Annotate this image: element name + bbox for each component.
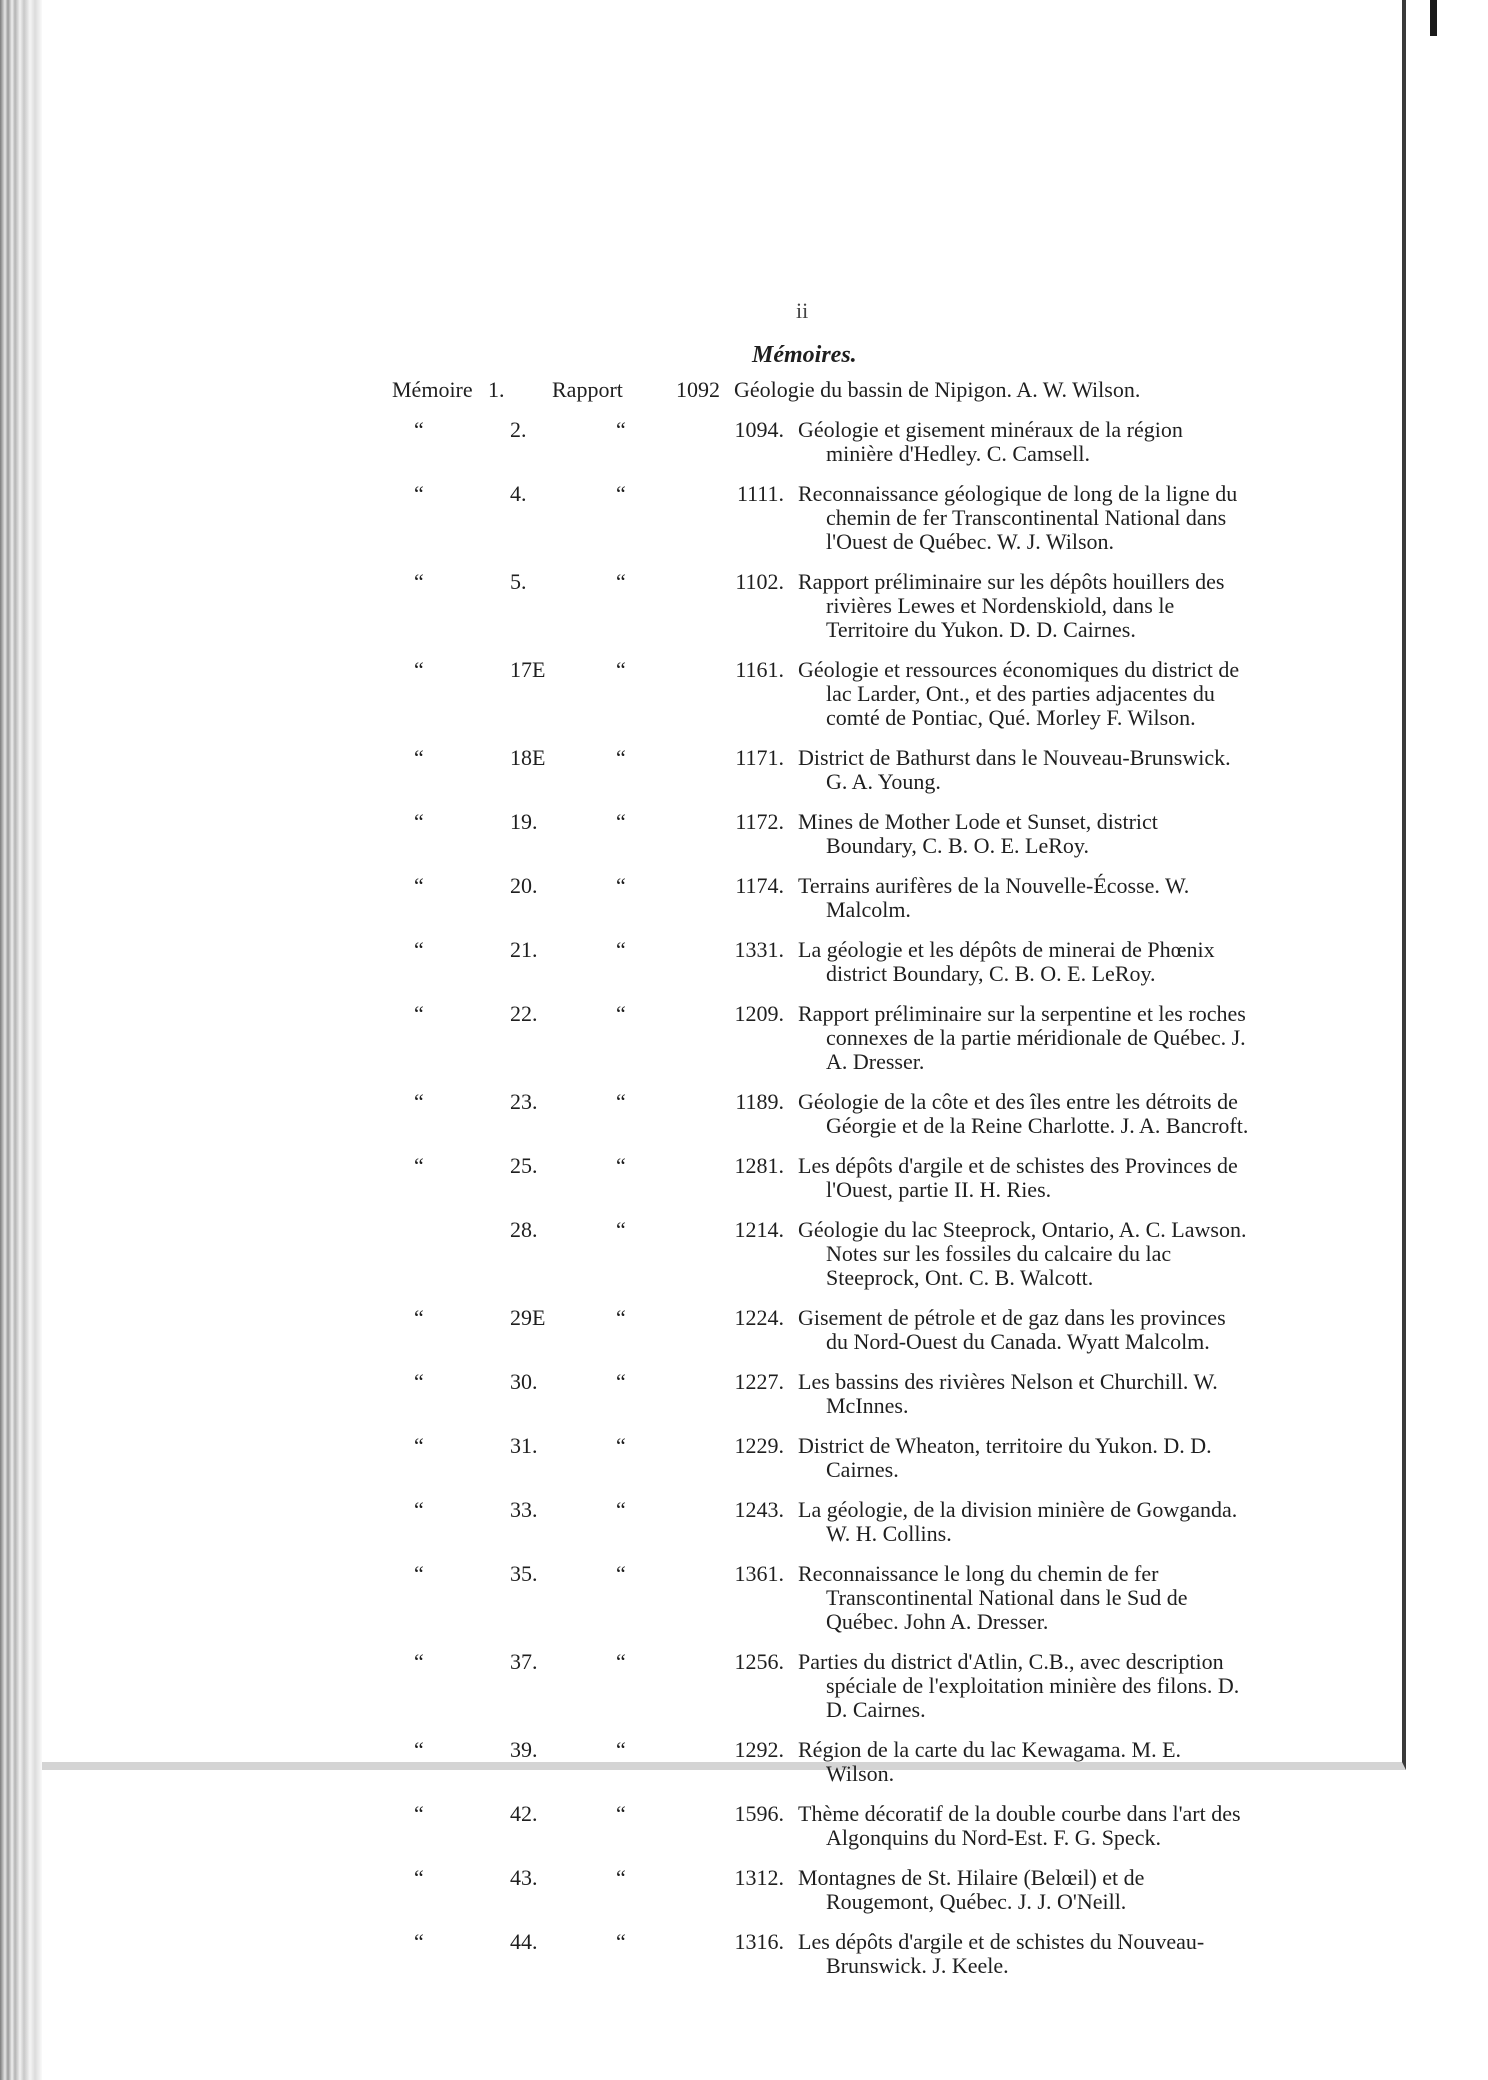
- report-number: 1174.: [735, 873, 784, 898]
- memoir-entry: [392, 570, 1252, 642]
- report-label: “: [616, 1001, 626, 1026]
- memoir-title-author: La géologie et les dépôts de minerai de Phœnix district Boundary, C. B. O. E. LeRoy.: [798, 937, 1215, 986]
- memoir-number: 21.: [510, 937, 538, 962]
- memoir-number: 30.: [510, 1369, 538, 1394]
- report-label: Rapport: [552, 377, 623, 402]
- memoir-number: 25.: [510, 1153, 538, 1178]
- memoir-number: 20.: [510, 873, 538, 898]
- memoir-number: 29E: [510, 1305, 546, 1330]
- report-label: “: [616, 873, 626, 898]
- memoir-series-label: “: [414, 417, 424, 442]
- report-number: 1256.: [734, 1649, 784, 1674]
- memoir-entry: [392, 810, 1252, 858]
- memoir-title-author: Les dépôts d'argile et de schistes des Provinces de l'Ouest, partie II. H. Ries.: [798, 1153, 1238, 1202]
- memoir-number: 39.: [510, 1737, 538, 1762]
- memoir-number: 28.: [510, 1217, 538, 1242]
- memoir-series-label: “: [414, 873, 424, 898]
- report-number: 1209.: [734, 1001, 784, 1026]
- memoir-series-label: “: [414, 1001, 424, 1026]
- report-label: “: [616, 745, 626, 770]
- memoir-entry: [392, 658, 1252, 730]
- memoir-title-author: District de Wheaton, territoire du Yukon. D. D. Cairnes.: [798, 1433, 1212, 1482]
- report-number: 1229.: [734, 1433, 784, 1458]
- memoir-title-author: Terrains aurifères de la Nouvelle-Écosse. W. Malcolm.: [798, 873, 1190, 922]
- memoir-series-label: “: [414, 1737, 424, 1762]
- report-number: 1361.: [734, 1561, 784, 1586]
- memoir-title-author: La géologie, de la division minière de Gowganda. W. H. Collins.: [798, 1497, 1238, 1546]
- report-number: 1331.: [734, 937, 784, 962]
- memoir-series-label: “: [414, 1929, 424, 1954]
- memoir-series-label: Mémoire: [392, 377, 473, 402]
- memoir-number: 4.: [510, 481, 527, 506]
- report-number: 1102.: [735, 569, 784, 594]
- report-label: “: [616, 1929, 626, 1954]
- report-label: “: [616, 1561, 626, 1586]
- memoir-entry: [392, 1002, 1252, 1074]
- report-label: “: [616, 1217, 626, 1242]
- report-label: “: [616, 1497, 626, 1522]
- report-label: “: [616, 657, 626, 682]
- memoir-title-author: Région de la carte du lac Kewagama. M. E. Wilson.: [798, 1737, 1182, 1786]
- memoir-entry: [392, 482, 1252, 554]
- memoir-entry: [392, 378, 1252, 402]
- memoir-entry: [392, 1650, 1252, 1722]
- memoir-series-label: “: [414, 1497, 424, 1522]
- report-label: “: [616, 569, 626, 594]
- memoir-series-label: “: [414, 1649, 424, 1674]
- memoir-title-author: Géologie et gisement minéraux de la région minière d'Hedley. C. Camsell.: [798, 417, 1183, 466]
- report-label: “: [616, 809, 626, 834]
- memoir-series-label: “: [414, 1801, 424, 1826]
- memoir-title-author: Rapport préliminaire sur les dépôts houillers des rivières Lewes et Nordenskiold, dans le Territoire du Yukon. D. D. Cairnes.: [798, 569, 1225, 642]
- memoir-title-author: Montagnes de St. Hilaire (Belœil) et de Rougemont, Québec. J. J. O'Neill.: [798, 1865, 1145, 1914]
- report-number: 1214.: [734, 1217, 784, 1242]
- report-label: “: [616, 1153, 626, 1178]
- memoir-entry: [392, 1154, 1252, 1202]
- memoir-title-author: Géologie du bassin de Nipigon. A. W. Wilson.: [734, 377, 1141, 402]
- memoir-series-label: “: [414, 1561, 424, 1586]
- memoir-entry: [392, 1866, 1252, 1914]
- memoir-series-label: “: [414, 809, 424, 834]
- memoir-series-label: “: [414, 1305, 424, 1330]
- memoir-number: 23.: [510, 1089, 538, 1114]
- report-number: 1161.: [735, 657, 784, 682]
- memoir-series-label: “: [414, 1865, 424, 1890]
- report-number: 1172.: [735, 809, 784, 834]
- scan-edge-mark: [1430, 0, 1437, 36]
- memoir-number: 31.: [510, 1433, 538, 1458]
- report-number: 1094.: [734, 417, 784, 442]
- report-label: “: [616, 937, 626, 962]
- memoir-entry: [392, 874, 1252, 922]
- memoir-entry: [392, 746, 1252, 794]
- memoir-number: 18E: [510, 745, 546, 770]
- report-number: 1292.: [734, 1737, 784, 1762]
- report-label: “: [616, 1369, 626, 1394]
- memoir-title-author: Géologie de la côte et des îles entre les détroits de Géorgie et de la Reine Charlotte. J. A. Bancroft.: [798, 1089, 1249, 1138]
- memoir-number: 33.: [510, 1497, 538, 1522]
- memoir-series-label: “: [414, 1369, 424, 1394]
- memoir-series-label: “: [414, 569, 424, 594]
- report-number: 1316.: [734, 1929, 784, 1954]
- memoir-entry: [392, 1370, 1252, 1418]
- memoir-entry: [392, 1930, 1252, 1978]
- report-label: “: [616, 1089, 626, 1114]
- memoir-entry: [392, 1562, 1252, 1634]
- memoir-number: 2.: [510, 417, 527, 442]
- memoir-entry: [392, 418, 1252, 466]
- memoir-title-author: Reconnaissance géologique de long de la ligne du chemin de fer Transcontinental National dans l'Ouest de Québec. W. J. Wilson.: [798, 481, 1238, 554]
- memoir-entry: [392, 1802, 1252, 1850]
- memoir-number: 1.: [488, 377, 505, 402]
- memoir-title-author: Géologie et ressources économiques du district de lac Larder, Ont., et des parties adjacentes du comté de Pontiac, Qué. Morley F. Wilson.: [798, 657, 1240, 730]
- page-number: ii: [796, 298, 809, 323]
- report-label: “: [616, 1433, 626, 1458]
- memoir-title-author: Parties du district d'Atlin, C.B., avec description spéciale de l'exploitation minière des filons. D. D. Cairnes.: [798, 1649, 1240, 1722]
- report-number: 1189.: [735, 1089, 784, 1114]
- memoir-number: 43.: [510, 1865, 538, 1890]
- book-page-edges: [0, 0, 42, 2080]
- report-number: 1224.: [734, 1305, 784, 1330]
- memoir-title-author: Les bassins des rivières Nelson et Churchill. W. McInnes.: [798, 1369, 1218, 1418]
- memoir-list: [392, 378, 1252, 1994]
- memoir-series-label: “: [414, 745, 424, 770]
- memoir-series-label: “: [414, 1433, 424, 1458]
- report-number: 1227.: [734, 1369, 784, 1394]
- memoir-series-label: “: [414, 1153, 424, 1178]
- memoir-entry: [392, 1434, 1252, 1482]
- memoir-entry: [392, 1218, 1252, 1290]
- memoir-entry: [392, 938, 1252, 986]
- report-number: 1312.: [734, 1865, 784, 1890]
- memoir-title-author: District de Bathurst dans le Nouveau-Brunswick. G. A. Young.: [798, 745, 1231, 794]
- memoir-number: 44.: [510, 1929, 538, 1954]
- report-label: “: [616, 1737, 626, 1762]
- memoir-series-label: “: [414, 1089, 424, 1114]
- report-label: “: [616, 481, 626, 506]
- memoir-title-author: Rapport préliminaire sur la serpentine et les roches connexes de la partie méridionale de Québec. J. A. Dresser.: [798, 1001, 1246, 1074]
- report-label: “: [616, 1801, 626, 1826]
- report-label: “: [616, 417, 626, 442]
- report-label: “: [616, 1865, 626, 1890]
- report-number: 1092: [676, 377, 720, 402]
- memoir-series-label: “: [414, 657, 424, 682]
- memoir-series-label: “: [414, 481, 424, 506]
- memoir-number: 17E: [510, 657, 546, 682]
- memoir-number: 22.: [510, 1001, 538, 1026]
- report-number: 1243.: [734, 1497, 784, 1522]
- memoir-number: 5.: [510, 569, 527, 594]
- memoir-title-author: Les dépôts d'argile et de schistes du Nouveau-Brunswick. J. Keele.: [798, 1929, 1205, 1978]
- memoir-entry: [392, 1090, 1252, 1138]
- report-number: 1171.: [735, 745, 784, 770]
- report-number: 1111.: [736, 481, 784, 506]
- report-label: “: [616, 1649, 626, 1674]
- report-number: 1281.: [734, 1153, 784, 1178]
- memoir-number: 35.: [510, 1561, 538, 1586]
- memoir-number: 37.: [510, 1649, 538, 1674]
- memoir-entry: [392, 1306, 1252, 1354]
- report-label: “: [616, 1305, 626, 1330]
- memoir-series-label: “: [414, 937, 424, 962]
- memoir-series-label: [392, 1218, 510, 1290]
- memoir-entry: [392, 1498, 1252, 1546]
- memoir-title-author: Reconnaissance le long du chemin de fer Transcontinental National dans le Sud de Québec. John A. Dresser.: [798, 1561, 1188, 1634]
- memoir-entry: [392, 1738, 1252, 1786]
- section-heading: Mémoires.: [752, 342, 857, 368]
- report-number: 1596.: [734, 1801, 784, 1826]
- memoir-title-author: Mines de Mother Lode et Sunset, district Boundary, C. B. O. E. LeRoy.: [798, 809, 1158, 858]
- memoir-title-author: Gisement de pétrole et de gaz dans les provinces du Nord-Ouest du Canada. Wyatt Malcolm.: [798, 1305, 1226, 1354]
- memoir-number: 42.: [510, 1801, 538, 1826]
- memoir-title-author: Thème décoratif de la double courbe dans l'art des Algonquins du Nord-Est. F. G. Speck.: [798, 1801, 1241, 1850]
- memoir-title-author: Géologie du lac Steeprock, Ontario, A. C. Lawson. Notes sur les fossiles du calcaire du lac Steeprock, Ont. C. B. Walcott.: [798, 1217, 1247, 1290]
- memoir-number: 19.: [510, 809, 538, 834]
